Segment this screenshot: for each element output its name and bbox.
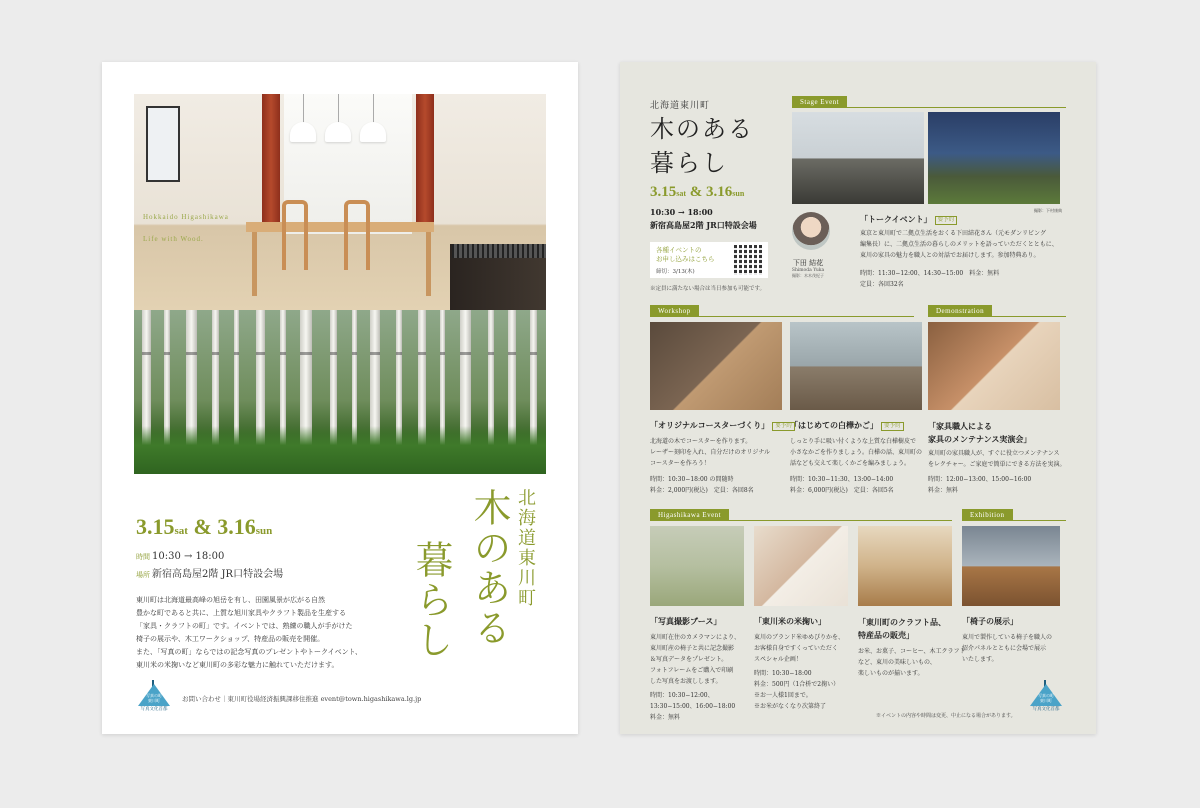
back-title: 木のある 暮らし (650, 115, 754, 177)
interior-photo (134, 94, 546, 310)
photo-booth-photo (650, 526, 744, 606)
photo-credit: 撮影：下村康典 (1034, 208, 1062, 213)
basket-fee: 料金：6,000円(税込) 定員：各回5名 (790, 487, 894, 494)
section-workshop: Workshop (650, 305, 699, 317)
coaster-fee: 料金：2,000円(税込) 定員：各回8名 (650, 487, 754, 494)
back-time-venue: 10:30 → 18:00 新宿高島屋2階 JR口特設会場 (650, 207, 757, 230)
speaker-name: 下田 結花 Shimoda Yuka 撮影：木木茂紀子 (791, 259, 825, 278)
photo-booth-title: 「写真撮影ブース」 (650, 616, 722, 626)
contact-info: お問い合わせ｜東川町役場経済振興課移住推進 event@town.higashikawa.lg.jp (182, 695, 422, 703)
repair-time: 時間：12:00−13:00、15:00−16:00 (928, 476, 1032, 483)
coaster-title: 「オリジナルコースターづくり」 要予約 (650, 420, 795, 431)
rice-photo (754, 526, 848, 606)
talk-body: 東京と東川町で二拠点生活をおくる下田結花さん（元モダンリビング 編集長）に、二拠点生活の暮らしのメリットを語っていただくとともに、 東川の家具の魅力を職人との対話でお届けします。参加特典あり。 (860, 230, 1058, 259)
craft-title: 「東川町のクラフト品、 特産品の販売」 (858, 617, 946, 640)
back-flyer (620, 62, 1096, 734)
tagline-line: Life with Wood. (143, 235, 204, 243)
coaster-time: 時間：10:30−18:00 の間随時 (650, 476, 734, 483)
title-line-1: 木のある (467, 488, 511, 648)
birch-forest-photo (134, 310, 546, 474)
craft-body: お米、お菓子、コーヒー、木工クラフト など、東川の美味しいもの、 楽しいものが揃います。 (858, 648, 966, 677)
higashikawa-logo: 写真の町 東川町 写真文化首都 (134, 680, 174, 714)
basket-body: しっとり手に吸い付くような上質な白樺樹皮で 小さなかごを作りましょう。白樺の話、東川町の 話なども交えて楽しくかごを編みましょう。 (790, 438, 923, 467)
footnote: ※イベントの内容や時間は変更、中止になる場合があります。 (876, 713, 1016, 719)
title-line-2: 暮らし (409, 540, 453, 660)
talk-capacity: 定員：各回32名 (860, 281, 904, 288)
tagline-line: Hokkaido Higashikawa (143, 213, 229, 221)
stage-photo-1 (792, 112, 924, 204)
section-higashikawa-event: Higashikawa Event (650, 509, 729, 521)
back-event-dates: 3.15sat & 3.16sun (650, 184, 745, 200)
basket-photo (790, 322, 922, 410)
repair-title: 「家具職人による 家具のメンテナンス実演会」 (928, 421, 1032, 444)
chairs-photo (962, 526, 1060, 606)
rice-details: 時間：10:30−18:00 料金：500円（1合枡で2掬い） ※お一人様1回まで。 ※お米がなくなり次第終了 (754, 670, 840, 710)
basket-time: 時間：10:30−11:30、13:00−14:00 (790, 476, 894, 483)
photo-booth-body: 東川町在住のカメラマンにより、 東川町産の椅子と共に記念撮影 ＆写真データをプレゼント。 フォトフレームをご購入で印刷 した写真をお渡しします。 (650, 634, 741, 685)
event-dates: 3.15sat & 3.16sun (136, 514, 273, 539)
chairs-title: 「椅子の展示」 (962, 616, 1018, 626)
english-tagline (143, 206, 229, 250)
photo-booth-fee: 料金：無料 (650, 714, 681, 721)
higashikawa-logo-back: 写真の町 東川町 写真文化首都 (1026, 680, 1066, 714)
repair-body: 東川町の家具職人が、すぐに役立つメンテナンス をレクチャー。ご家庭で簡単にできる方法を実演。 (928, 450, 1066, 468)
coaster-body: 北海道の木でコースターを作ります。 レーザー刻印を入れ、自分だけのオリジナル コースターを作ろう！ (650, 438, 771, 467)
repair-fee: 料金：無料 (928, 487, 959, 494)
talk-title: 「トークイベント」 要予約 (860, 214, 957, 225)
basket-title: 「はじめての白樺かご」 要予約 (790, 420, 904, 431)
speaker-avatar (792, 212, 830, 250)
talk-time: 時間：11:30−12:00、14:30−15:00 料金：無料 (860, 270, 1000, 277)
chairs-body: 東川で製作している椅子を職人の 紹介パネルとともに会場で展示 いたします。 (962, 634, 1053, 663)
title-subtitle: 北海道東川町 (515, 488, 536, 608)
apply-note: ※定員に満たない場合は当日参加も可能です。 (650, 286, 766, 292)
application-box[interactable]: 各種イベントの お申し込みはこちら 締切：3/13(木) (650, 242, 768, 278)
stage-photo-2 (928, 112, 1060, 204)
section-stage-event: Stage Event (792, 96, 847, 108)
craft-photo (858, 526, 952, 606)
rice-title: 「東川米の米掬い」 (754, 616, 826, 626)
section-demonstration: Demonstration (928, 305, 992, 317)
front-flyer (102, 62, 578, 734)
main-title (398, 488, 538, 688)
intro-text: 東川町は北海道最高峰の旭岳を有し、田園風景が広がる自然 豊かな町であると共に、上質な旭川家具やクラフト製品を生産する 「家具・クラフトの町」です。イベントでは、熟練の職人が手がけた 椅子の展示や、木工ワークショップ、特産品の販売を開催。 また、「写真の町」ならではの記念写真のプレゼントやトークイベント、 東川米の米掬いなど東川町の多彩な魅力に触れていただけます。 (136, 596, 363, 669)
section-exhibition: Exhibition (962, 509, 1013, 521)
demonstration-photo (928, 322, 1060, 410)
qr-code-icon[interactable] (734, 245, 764, 275)
event-time-venue: 時間 10:30 → 18:00 場所 新宿高島屋2階 JR口特設会場 (136, 551, 284, 580)
rice-body: 東川のブランド米ゆめぴりかを、 お客様自身ですくっていただく スペシャル企画！ (754, 634, 845, 663)
photo-booth-time: 時間：10:30−12:00、 13:30−15:00、16:00−18:00 (650, 692, 736, 710)
coaster-photo (650, 322, 782, 410)
back-title-sub: 北海道東川町 (650, 101, 711, 111)
